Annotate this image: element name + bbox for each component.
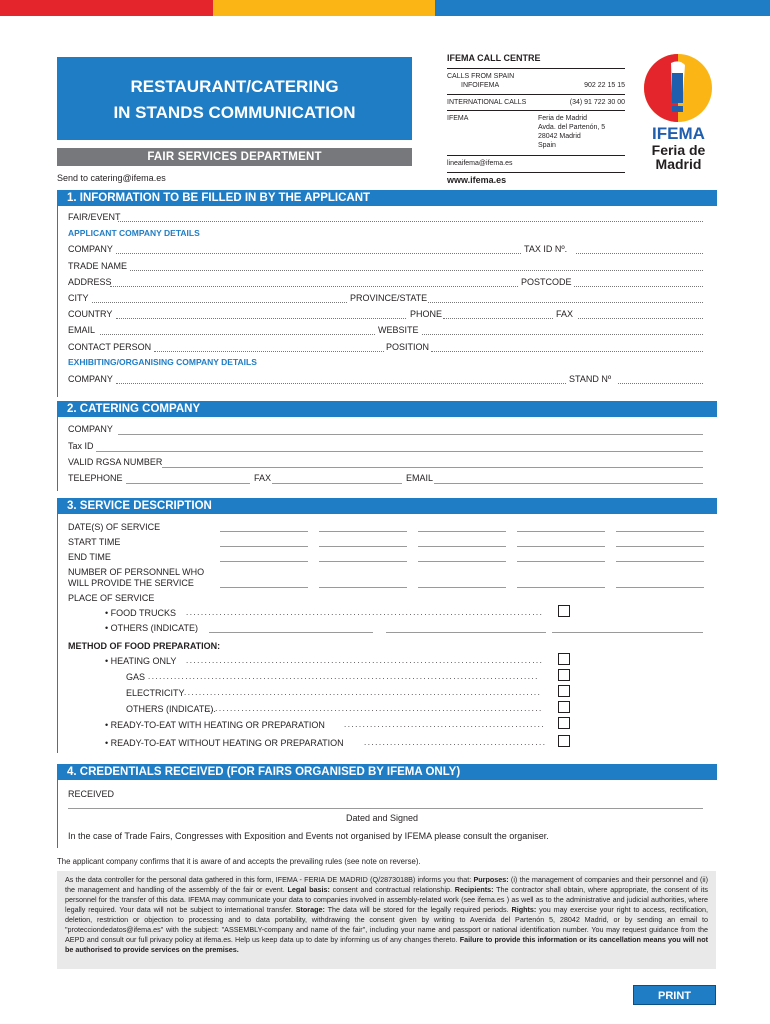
country-field[interactable] bbox=[116, 318, 406, 319]
catering-tax-id-field[interactable] bbox=[96, 451, 703, 452]
divider bbox=[447, 110, 625, 111]
contact-field[interactable] bbox=[154, 351, 384, 352]
start-field-5[interactable] bbox=[616, 546, 704, 547]
calls-from-spain-label: CALLS FROM SPAIN bbox=[447, 72, 515, 80]
legal-text-box bbox=[57, 871, 716, 969]
cc-row-infoifema bbox=[447, 81, 625, 91]
linea-email[interactable]: lineaifema@ifema.es bbox=[447, 160, 513, 167]
legal-storage-label: Storage: bbox=[295, 905, 325, 914]
gas-label: GAS bbox=[126, 672, 146, 682]
infoifema-label: INFOIFEMA bbox=[461, 82, 500, 89]
company-field[interactable] bbox=[116, 253, 521, 254]
catering-fax-field[interactable] bbox=[272, 483, 402, 484]
ifema-logo bbox=[641, 53, 716, 175]
address-label: ADDRESS bbox=[68, 277, 112, 287]
fair-event-field[interactable] bbox=[118, 221, 703, 222]
received-label: RECEIVED bbox=[68, 789, 115, 799]
top-bar-blue bbox=[435, 0, 770, 16]
place-label: PLACE OF SERVICE bbox=[68, 593, 155, 603]
date-field-3[interactable] bbox=[418, 531, 506, 532]
legal-text-1: As the data controller for the personal data gathered in this form, IFEMA - FERIA DE MADRID (Q/2873018B) informs you that: bbox=[65, 875, 474, 884]
section-catering bbox=[57, 401, 716, 491]
date-field-2[interactable] bbox=[319, 531, 407, 532]
international-number: (34) 91 722 30 00 bbox=[569, 98, 625, 106]
phone-field[interactable] bbox=[443, 318, 553, 319]
end-field-4[interactable] bbox=[517, 561, 605, 562]
catering-email-field[interactable] bbox=[434, 483, 703, 484]
electricity-label: ELECTRICITY bbox=[126, 688, 185, 698]
legal-text-2: (i) the management of companies and their personnel and (ii) the management and handling of the assembly of the fair or event. bbox=[65, 875, 708, 894]
fax-label: FAX bbox=[556, 309, 574, 319]
call-centre-title: IFEMA CALL CENTRE bbox=[447, 53, 541, 63]
method-heading: METHOD OF FOOD PREPARATION: bbox=[68, 641, 221, 651]
form-title-box bbox=[57, 57, 412, 140]
others-place-field-3[interactable] bbox=[552, 632, 703, 633]
logo-line2: Feria de bbox=[651, 142, 706, 158]
others-place-field-1[interactable] bbox=[209, 632, 373, 633]
cc-row-spain bbox=[447, 72, 625, 82]
city-field[interactable] bbox=[92, 302, 347, 303]
telephone-field[interactable] bbox=[126, 483, 250, 484]
top-color-bar bbox=[0, 0, 770, 16]
personnel-label-2: WILL PROVIDE THE SERVICE bbox=[68, 578, 194, 588]
province-label: PROVINCE/STATE bbox=[350, 293, 428, 303]
postcode-label: POSTCODE bbox=[521, 277, 572, 287]
catering-company-field[interactable] bbox=[118, 434, 703, 435]
personnel-field-5[interactable] bbox=[616, 587, 704, 588]
dot-leader: ......................................................................................................... bbox=[148, 672, 539, 681]
logo-line3: Madrid bbox=[655, 156, 702, 172]
form-title-line1: RESTAURANT/CATERING bbox=[130, 77, 339, 96]
legal-failure-text: Failure to provide this information or its cancellation means you will not be authorised to provide services on the premises. bbox=[65, 935, 708, 954]
legal-text-5: The data will be stored for the legally required periods. bbox=[324, 905, 512, 914]
personnel-field-1[interactable] bbox=[220, 587, 308, 588]
others-method-checkbox[interactable] bbox=[558, 701, 570, 713]
rgsa-label: VALID RGSA NUMBER bbox=[68, 457, 163, 467]
city-label: CITY bbox=[68, 293, 89, 303]
legal-rights-label: Rights: bbox=[511, 905, 537, 914]
international-label: INTERNATIONAL CALLS bbox=[447, 98, 527, 106]
legal-recipients-label: Recipients: bbox=[454, 885, 494, 894]
start-time-label: START TIME bbox=[68, 537, 121, 547]
exhibiting-company-label: COMPANY bbox=[68, 374, 113, 384]
tax-id-field[interactable] bbox=[576, 253, 703, 254]
top-bar-yellow bbox=[213, 0, 435, 16]
gas-checkbox[interactable] bbox=[558, 669, 570, 681]
cc-row-international bbox=[447, 98, 625, 108]
trade-name-label: TRADE NAME bbox=[68, 261, 128, 271]
email-label: EMAIL bbox=[68, 325, 96, 335]
applicant-details-heading: APPLICANT COMPANY DETAILS bbox=[68, 228, 200, 238]
phone-label: PHONE bbox=[410, 309, 443, 319]
send-to-text: Send to catering@ifema.es bbox=[57, 173, 166, 183]
address-line4: Spain bbox=[538, 142, 556, 149]
legal-text-3: consent and contractual relationship. bbox=[329, 885, 455, 894]
catering-tax-id-label: Tax ID bbox=[68, 441, 94, 451]
section-credentials bbox=[57, 764, 716, 848]
cc-row-address bbox=[447, 114, 625, 152]
legal-text-6: you may exercise your right to access, rectification, deletion, restriction or objection to processing and to data portability, withdrawing the consent given by writing to Avenida del Partenón 5, 28042 Madrid, or by sending an email to "protecciondedatos@ifema.es" with the subject: "ASSEMBLY-company and name of the fair", including your name and passport or national identification number. You may request guidance from the AEPD and consult our full privacy policy at ifema.es. Help us keep data up to date by informing us of any changes thereto. bbox=[65, 905, 708, 944]
end-field-5[interactable] bbox=[616, 561, 704, 562]
ifema-logo-mark bbox=[641, 53, 716, 123]
dot-leader: ................................................................................................ bbox=[184, 688, 542, 697]
ifema-address bbox=[538, 114, 605, 150]
electricity-checkbox[interactable] bbox=[558, 685, 570, 697]
acceptance-notice: The applicant company confirms that it is aware of and accepts the prevailing rules (see note on reverse). bbox=[57, 857, 421, 866]
ready-no-heating-label: • READY-TO-EAT WITHOUT HEATING OR PREPARATION bbox=[105, 738, 344, 748]
exhibiting-company-field[interactable] bbox=[116, 383, 566, 384]
ready-no-heating-checkbox[interactable] bbox=[558, 735, 570, 747]
divider bbox=[447, 155, 625, 156]
exhibiting-details-heading: EXHIBITING/ORGANISING COMPANY DETAILS bbox=[68, 357, 257, 367]
received-field[interactable] bbox=[68, 808, 703, 809]
food-trucks-label: • FOOD TRUCKS bbox=[105, 608, 176, 618]
end-field-3[interactable] bbox=[418, 561, 506, 562]
section-1-title: 1. INFORMATION TO BE FILLED IN BY THE APPLICANT bbox=[58, 190, 717, 206]
food-trucks-checkbox[interactable] bbox=[558, 605, 570, 617]
section-2-title: 2. CATERING COMPANY bbox=[58, 401, 717, 417]
website-field[interactable] bbox=[422, 334, 703, 335]
date-field-4[interactable] bbox=[517, 531, 605, 532]
organiser-note: In the case of Trade Fairs, Congresses with Exposition and Events not organised by IFEMA please consult the organiser. bbox=[68, 831, 549, 841]
personnel-field-3[interactable] bbox=[418, 587, 506, 588]
section-applicant bbox=[57, 190, 716, 397]
start-field-1[interactable] bbox=[220, 546, 308, 547]
spain-phone-number: 902 22 15 15 bbox=[584, 82, 625, 89]
trade-name-field[interactable] bbox=[130, 270, 703, 271]
position-field[interactable] bbox=[431, 351, 703, 352]
start-field-2[interactable] bbox=[319, 546, 407, 547]
section-service bbox=[57, 498, 716, 753]
end-time-label: END TIME bbox=[68, 552, 111, 562]
personnel-field-4[interactable] bbox=[517, 587, 605, 588]
legal-purposes-label: Purposes: bbox=[473, 875, 509, 884]
fair-event-label: FAIR/EVENT bbox=[68, 212, 121, 222]
website-label: WEBSITE bbox=[378, 325, 419, 335]
start-field-4[interactable] bbox=[517, 546, 605, 547]
divider bbox=[447, 94, 625, 95]
stand-field[interactable] bbox=[618, 383, 703, 384]
dot-leader: ................................................. bbox=[364, 738, 547, 747]
start-field-3[interactable] bbox=[418, 546, 506, 547]
form-title-line2: IN STANDS COMMUNICATION bbox=[113, 103, 356, 122]
stand-label: STAND Nº bbox=[569, 374, 612, 384]
cc-row-email bbox=[447, 159, 625, 169]
date-field-1[interactable] bbox=[220, 531, 308, 532]
cc-row-web bbox=[447, 176, 625, 188]
website-link[interactable]: www.ifema.es bbox=[447, 174, 507, 185]
contact-label: CONTACT PERSON bbox=[68, 342, 152, 352]
date-field-5[interactable] bbox=[616, 531, 704, 532]
dated-signed-label: Dated and Signed bbox=[346, 813, 419, 823]
address-line2: Avda. del Partenón, 5 bbox=[538, 124, 606, 131]
province-field[interactable] bbox=[428, 302, 703, 303]
section-4-title: 4. CREDENTIALS RECEIVED (FOR FAIRS ORGANISED BY IFEMA ONLY) bbox=[58, 764, 717, 780]
dot-leader: ................................................................................................ bbox=[186, 608, 544, 617]
catering-company-label: COMPANY bbox=[68, 424, 113, 434]
call-centre-block bbox=[447, 54, 625, 204]
others-place-field-2[interactable] bbox=[386, 632, 546, 633]
rgsa-field[interactable] bbox=[162, 467, 703, 468]
email-field[interactable] bbox=[100, 334, 375, 335]
print-button[interactable]: PRINT bbox=[633, 985, 716, 1005]
dates-label: DATE(S) OF SERVICE bbox=[68, 522, 161, 532]
personnel-label-1: NUMBER OF PERSONNEL WHO bbox=[68, 567, 205, 577]
dot-leader: ...................................................... bbox=[344, 720, 546, 729]
end-field-1[interactable] bbox=[220, 561, 308, 562]
dot-leader: ........................................................................................... bbox=[204, 704, 543, 713]
logo-ifema-text: IFEMA bbox=[652, 124, 705, 143]
ready-heating-checkbox[interactable] bbox=[558, 717, 570, 729]
top-bar-red bbox=[0, 0, 213, 16]
legal-basis-label: Legal basis: bbox=[287, 885, 330, 894]
catering-fax-label: FAX bbox=[254, 473, 272, 483]
ready-heating-label: • READY-TO-EAT WITH HEATING OR PREPARATION bbox=[105, 720, 325, 730]
position-label: POSITION bbox=[386, 342, 430, 352]
country-label: COUNTRY bbox=[68, 309, 113, 319]
postcode-field[interactable] bbox=[574, 286, 703, 287]
others-method-label: OTHERS (INDICATE). bbox=[126, 704, 216, 714]
divider bbox=[447, 68, 625, 69]
address-field[interactable] bbox=[110, 286, 518, 287]
department-bar: FAIR SERVICES DEPARTMENT bbox=[57, 148, 412, 166]
dot-leader: ................................................................................................ bbox=[186, 656, 544, 665]
section-3-title: 3. SERVICE DESCRIPTION bbox=[58, 498, 717, 514]
divider bbox=[447, 172, 625, 173]
others-place-label: • OTHERS (INDICATE) bbox=[105, 623, 198, 633]
tax-id-label: TAX ID Nº. bbox=[524, 244, 568, 254]
end-field-2[interactable] bbox=[319, 561, 407, 562]
heating-only-label: • HEATING ONLY bbox=[105, 656, 177, 666]
ifema-label: IFEMA bbox=[447, 115, 469, 122]
heating-only-checkbox[interactable] bbox=[558, 653, 570, 665]
fax-field[interactable] bbox=[578, 318, 703, 319]
personnel-field-2[interactable] bbox=[319, 587, 407, 588]
company-label: COMPANY bbox=[68, 244, 113, 254]
legal-text-4: The contractor shall obtain, where appropriate, the consent of its personnel for the transfer of this data. IFEMA may communicate your data to companies involved in assembly-related work (see ifema.es ) as well as to the administrative and judicial authorities, where legally required. Your data will not be subject to international transfer. bbox=[65, 885, 708, 914]
catering-email-label: EMAIL bbox=[406, 473, 434, 483]
address-line3: 28042 Madrid bbox=[538, 133, 581, 140]
telephone-label: TELEPHONE bbox=[68, 473, 123, 483]
address-line1: Feria de Madrid bbox=[538, 115, 588, 122]
